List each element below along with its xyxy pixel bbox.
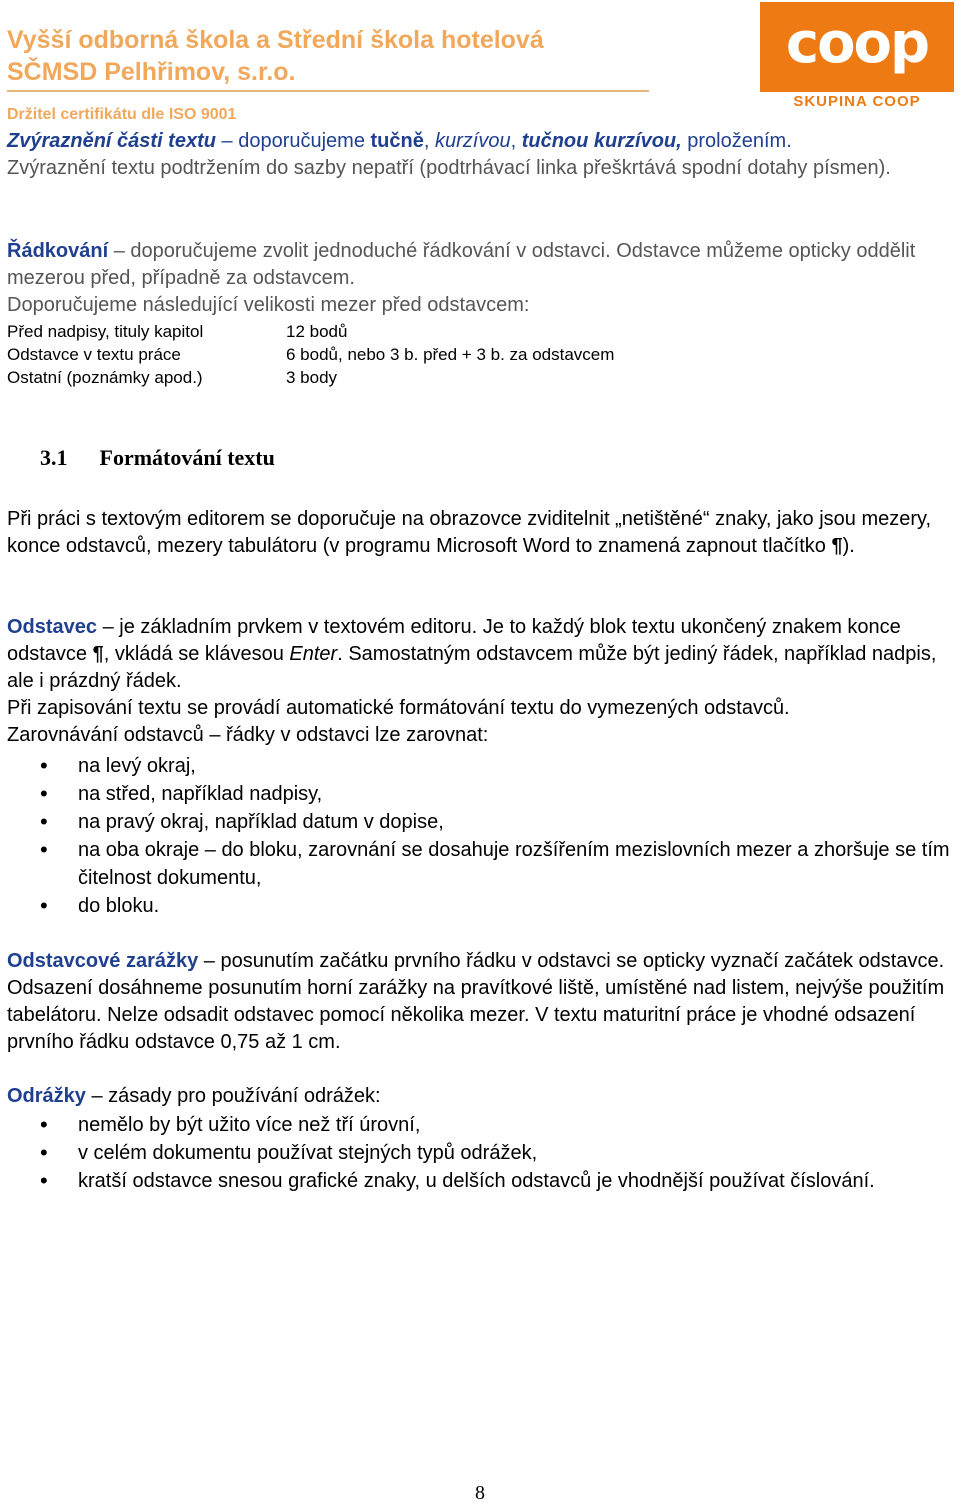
bold-italic-example: tučnou kurzívou, [521,130,682,152]
bullets-label: Odrážky [7,1085,86,1107]
paragraph-text: – je základním prvkem v textovém editoru. Je to každý blok textu ukončený znakem konce odstavce [7,616,901,665]
nonprinting-end: ). [842,535,855,557]
paragraph-indent [7,948,952,1056]
paragraph-odstavec [7,614,952,749]
header-divider [7,90,649,92]
list-item: • na střed, například nadpisy, [7,780,952,808]
pilcrow-icon: ¶ [831,535,843,557]
school-name-line1: Vyšší odborná škola a Střední škola hotelová [7,26,544,54]
bold-example: tučně [370,130,424,152]
spacing-intro: Doporučujeme následující velikosti mezer před odstavcem: [7,294,530,316]
list-item: • kratší odstavce snesou grafické znaky, u delších odstavců je vhodnější používat číslování. [7,1167,952,1195]
underline-note: Zvýraznění textu podtržením do sazby nepatří (podtrhávací linka přeškrtává spodní dotahy písmen). [7,157,891,179]
italic-example: kurzívou [434,130,511,152]
list-item: • na levý okraj, [7,752,952,780]
separator: , [510,130,522,152]
bullets-text: – zásady pro používání odrážek: [85,1085,381,1107]
spacing-row-value: 3 body [286,368,338,387]
indent-text: – posunutím začátku prvního řádku v odstavci se opticky vyznačí začátek odstavce. Odsazení dosáhneme posunutím horní zarážky na pravítkové liště, umístěné nad listem, nejvýše použitím tabelátoru. Nelze odsadit odstavec pomocí několika mezer. V textu maturitní práce je vhodné odsazení prvního řádku odstavce 0,75 až 1 cm. [7,950,945,1053]
emphasis-end: proložením. [681,130,792,152]
list-item: • do bloku. [7,892,952,920]
emphasis-label: Zvýraznění části textu [7,130,216,152]
pilcrow-icon: ¶ [92,643,104,665]
paragraph-text: , vkládá se klávesou [103,643,290,665]
spacing-row-value: 6 bodů, nebo 3 b. před + 3 b. za odstavcem [286,345,615,364]
autoformat-text: Při zapisování textu se provádí automatické formátování textu do vymezených odstavců. [7,697,790,719]
coop-logo-word: coop [785,11,929,76]
list-item: • v celém dokumentu používat stejných typů odrážek, [7,1139,952,1167]
paragraph-text: . Samostatným odstavcem může být jediný řádek, například nadpis, ale i prázdný řádek. [7,643,937,692]
spacing-row-label: Ostatní (poznámky apod.) [7,368,203,387]
indent-label: Odstavcové zarážky [7,950,199,972]
enter-key: Enter [289,643,338,665]
paragraph-bullets [7,1083,952,1110]
section-title: Formátování textu [99,445,275,470]
page-number: 8 [475,1482,485,1504]
alignment-intro: Zarovnávání odstavců – řádky v odstavci lze zarovnat: [7,724,489,746]
paragraph-emphasis [7,128,952,182]
section-heading [40,445,275,471]
iso-certificate: Držitel certifikátu dle ISO 9001 [7,106,237,123]
coop-logo-subtitle: SKUPINA COOP [793,93,921,110]
spacing-row-value: 12 bodů [286,322,348,341]
paragraph-label: Odstavec [7,616,98,638]
line-spacing-text: – doporučujeme zvolit jednoduché řádkování v odstavci. Odstavce můžeme opticky oddělit mezerou před, případně za odstavcem. [7,240,916,289]
section-number: 3.1 [40,445,68,470]
paragraph-nonprinting [7,506,952,560]
spacing-row-label: Odstavce v textu práce [7,345,181,364]
spacing-row-label: Před nadpisy, tituly kapitol [7,322,204,341]
school-name-line2: SČMSD Pelhřimov, s.r.o. [7,58,296,86]
emphasis-text: – doporučujeme [215,130,371,152]
line-spacing-label: Řádkování [7,240,109,262]
list-item: • na oba okraje – do bloku, zarovnání se dosahuje rozšířením mezislovních mezer a zhoršuje se tím čitelnost dokumentu, [7,836,952,892]
nonprinting-text: Při práci s textovým editorem se doporučuje na obrazovce zviditelnit „netištěné“ znaky, jako jsou mezery, konce odstavců, mezery tabulátoru (v programu Microsoft Word to znamená zapnout tlačítko [7,508,932,557]
paragraph-line-spacing [7,238,952,319]
bullet-rules-list [7,1111,952,1195]
list-item: • na pravý okraj, například datum v dopise, [7,808,952,836]
list-item: • nemělo by být užito více než tří úrovní, [7,1111,952,1139]
school-name [7,24,544,88]
alignment-list [7,752,952,920]
separator: , [423,130,435,152]
